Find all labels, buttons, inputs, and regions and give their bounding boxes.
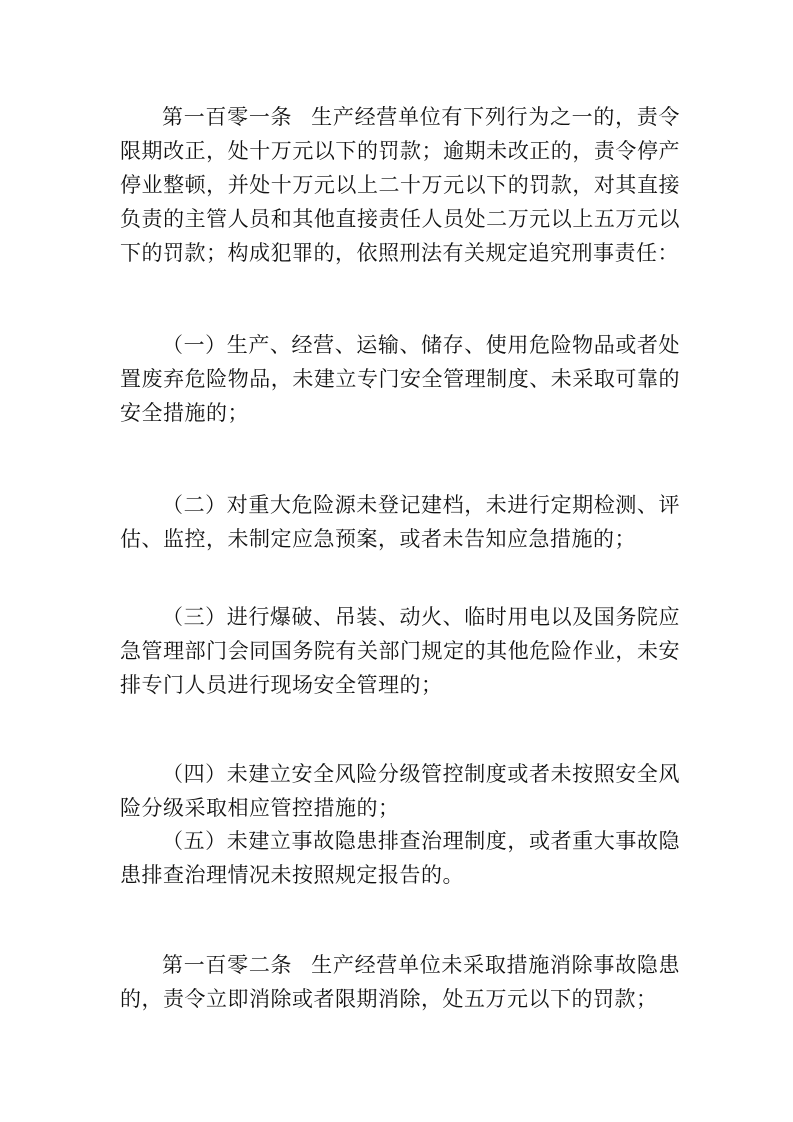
article-101-item-5: （五）未建立事故隐患排查治理制度，或者重大事故隐患排查治理情况未按照规定报告的。 [120, 829, 680, 887]
article-101-item-2: （二）对重大危险源未登记建档，未进行定期检测、评估、监控，未制定应急预案，或者未告知应急措施的； [120, 493, 680, 551]
article-101-item-3: （三）进行爆破、吊装、动火、临时用电以及国务院应急管理部门会同国务院有关部门规定的其他危险作业，未安排专门人员进行现场安全管理的； [120, 605, 680, 697]
article-102 [120, 948, 680, 1016]
article-102-text: 生产经营单位未采取措施消除事故隐患的，责令立即消除或者限期消除，处五万元以下的罚款； [120, 953, 681, 1011]
article-101-label: 第一百零一条 [162, 105, 293, 129]
article-101 [120, 100, 680, 270]
article-101-item-4: （四）未建立安全风险分级管控制度或者未按照安全风险分级采取相应管控措施的； [120, 762, 680, 820]
article-101-item-1: （一）生产、经营、运输、储存、使用危险物品或者处置废弃危险物品，未建立专门安全管理制度、未采取可靠的安全措施的； [120, 333, 680, 425]
article-102-label: 第一百零二条 [162, 953, 293, 977]
article-101-text: 生产经营单位有下列行为之一的，责令限期改正，处十万元以下的罚款；逾期未改正的，责令停产停业整顿，并处十万元以上二十万元以下的罚款，对其直接负责的主管人员和其他直接责任人员处二万元以上五万元以下的罚款；构成犯罪的，依照刑法有关规定追究刑事责任： [120, 105, 681, 265]
